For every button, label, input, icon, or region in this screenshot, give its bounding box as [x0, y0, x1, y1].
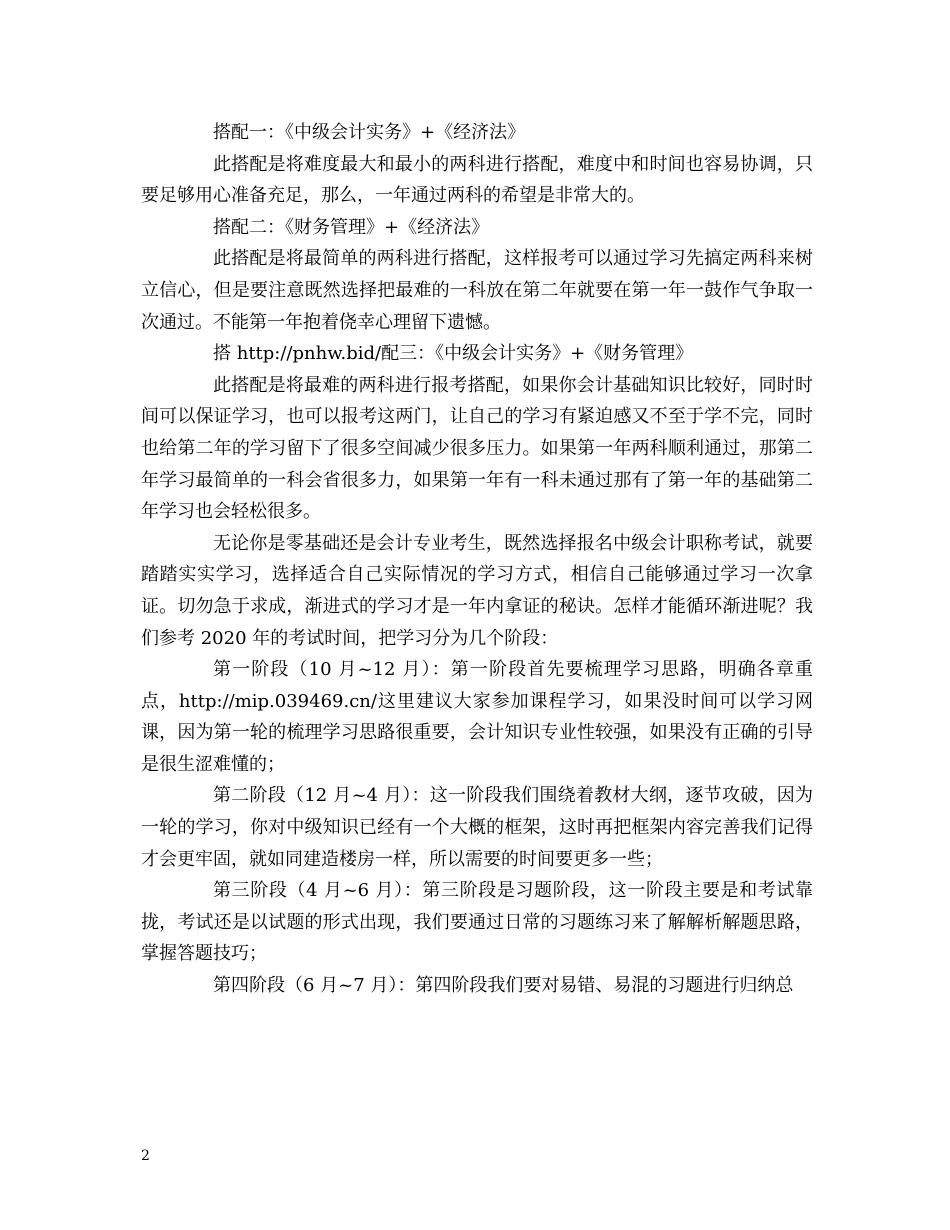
document-body — [141, 117, 813, 1002]
page-number: 2 — [141, 1148, 150, 1164]
paragraph-stage-four: 第四阶段（6 月~7 月）：第四阶段我们要对易错、易混的习题进行归纳总 — [213, 975, 794, 997]
paragraph-study-advice: 无论你是零基础还是会计专业考生，既然选择报名中级会计职称考试，就要踏踏实实学习，选择适合自己实际情况的学习方式，相信自己能够通过学习一次拿证。切勿急于求成，渐进式的学习才是一年内拿证的秘诀。怎样才能循环渐进呢？我们参考 2020 年的考试时间，把学习分为几个阶段： — [141, 532, 813, 649]
paragraph-stage-one: 第一阶段（10 月~12 月）：第一阶段首先要梳理学习思路，明确各章重点，http://mip.039469.cn/这里建议大家参加课程学习，如果没时间可以学习网课，因为第一轮的梳理学习思路很重要，会计知识专业性较强，如果没有正确的引导是很生涩难懂的； — [141, 659, 813, 775]
heading-pairing-two: 搭配二：《财务管理》+《经济法》 — [213, 216, 490, 238]
paragraph-stage-three: 第三阶段（4 月~6 月）：第三阶段是习题阶段，这一阶段主要是和考试靠拢，考试还是以试题的形式出现，我们要通过日常的习题练习来了解解析解题思路，掌握答题技巧； — [141, 880, 813, 965]
heading-pairing-one: 搭配一：《中级会计实务》+《经济法》 — [213, 122, 526, 143]
paragraph-pairing-two-description: 此搭配是将最简单的两科进行搭配，这样报考可以通过学习先搞定两科来树立信心，但是要注意既然选择把最难的一科放在第二年就要在第一年一鼓作气争取一次通过。不能第一年抱着侥幸心理留下遗憾。 — [141, 248, 813, 333]
heading-pairing-three: 搭 http://pnhw.bid/配三：《中级会计实务》+《财务管理》 — [213, 343, 694, 365]
paragraph-pairing-three-description: 此搭配是将最难的两科进行报考搭配，如果你会计基础知识比较好，同时时间可以保证学习，也可以报考这两门，让自己的学习有紧迫感又不至于学不完，同时也给第二年的学习留下了很多空间减少很多压力。如果第一年两科顺利通过，那第二年学习最简单的一科会省很多力，如果第一年有一科未通过那有了第一年的基础第二年学习也会轻松很多。 — [141, 374, 813, 523]
paragraph-pairing-one-description: 此搭配是将难度最大和最小的两科进行搭配，难度中和时间也容易协调，只要足够用心准备充足，那么，一年通过两科的希望是非常大的。 — [141, 153, 813, 207]
paragraph-stage-two: 第二阶段（12 月~4 月）：这一阶段我们围绕着教材大纲，逐节攻破，因为一轮的学习，你对中级知识已经有一个大概的框架，这时再把框架内容完善我们记得才会更牢固，就如同建造楼房一样，所以需要的时间要更多一些； — [141, 785, 813, 870]
